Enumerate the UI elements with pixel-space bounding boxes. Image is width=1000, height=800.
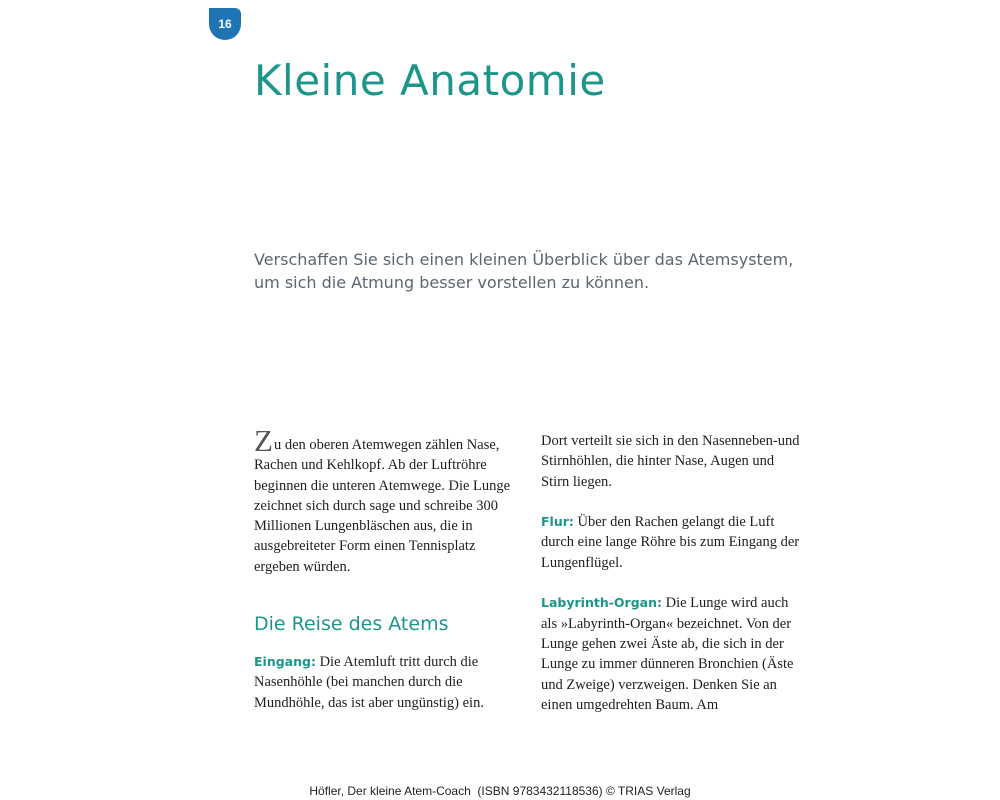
footer-citation: Höfler, Der kleine Atem-Coach (ISBN 9783432118536) © TRIAS Verlag	[309, 784, 691, 798]
intro-text: u den oberen Atemwegen zählen Nase, Rachen und Kehlkopf. Ab der Luftröhre beginnen die unteren Atemwege. Die Lunge zeichnet sich durch sage und schreibe 300 Millionen Lungenbläschen aus, die in ausgebreiteter Form einen Tennisplatz ergeben würden.	[254, 437, 511, 575]
eingang-term: Eingang:	[254, 654, 316, 670]
page-title: Kleine Anatomie	[254, 56, 606, 105]
labyrinth-paragraph	[541, 593, 803, 715]
eingang-paragraph	[254, 652, 516, 713]
labyrinth-term: Labyrinth-Organ:	[541, 595, 662, 611]
eingang-text: Die Atemluft tritt durch die Nasenhöhle (bei manchen durch die Mundhöhle, das ist aber ungünstig) ein.	[254, 654, 484, 711]
page-number-badge: 16	[209, 8, 241, 40]
flur-paragraph	[541, 512, 803, 573]
intro-paragraph	[254, 423, 516, 577]
flur-term: Flur:	[541, 514, 574, 530]
flur-text: Über den Rachen gelangt die Luft durch eine lange Röhre bis zum Eingang der Lungenflügel.	[541, 514, 800, 571]
labyrinth-text: Die Lunge wird auch als »Labyrinth-Organ« bezeichnet. Von der Lunge gehen zwei Äste ab, die sich in der Lunge zu immer dünneren Bronchien (Äste und Zweige) verzweigen. Denken Sie an einen umgedrehten Baum. Am	[541, 595, 794, 713]
right-column	[541, 431, 803, 715]
lead-paragraph: Verschaffen Sie sich einen kleinen Überblick über das Atemsystem, um sich die Atmung besser vorstellen zu können.	[254, 250, 794, 292]
left-column	[254, 423, 516, 713]
drop-cap: Z	[254, 423, 273, 458]
section-subheading: Die Reise des Atems	[254, 613, 449, 636]
continuation-paragraph: Dort verteilt sie sich in den Nasenneben-und Stirnhöhlen, die hinter Nase, Augen und Stirn liegen.	[541, 433, 800, 490]
